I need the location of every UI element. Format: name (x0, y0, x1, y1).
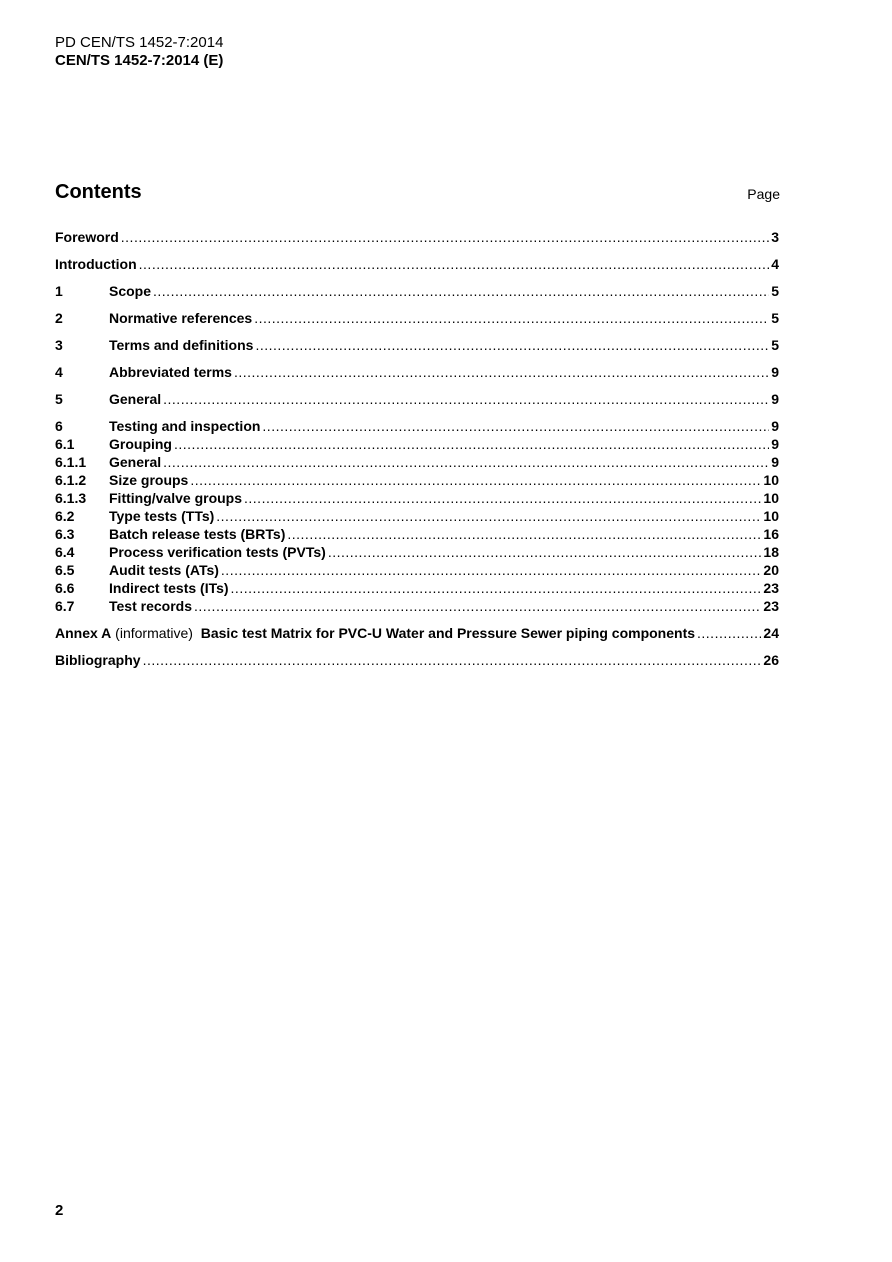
toc-page-number: 3 (771, 229, 779, 245)
footer-page-number: 2 (55, 1202, 64, 1219)
toc-leader (254, 309, 769, 327)
annex-prefix: Annex A (55, 625, 112, 641)
toc-entry-label: General (109, 391, 162, 407)
toc-page-number: 26 (763, 652, 779, 668)
toc-leader (143, 651, 762, 669)
toc-entry-fitting-valve-groups[interactable] (55, 489, 779, 507)
toc-entry-abbreviated-terms[interactable] (55, 363, 779, 381)
toc-entry-label: General (109, 454, 162, 470)
toc-section-number: 2 (55, 310, 63, 326)
toc-page-number: 9 (771, 391, 779, 407)
toc-page-number: 5 (771, 310, 779, 326)
annex-title: Basic test Matrix for PVC-U Water and Pressure Sewer piping components (200, 625, 696, 641)
toc-entry-label: Test records (109, 598, 192, 614)
toc-page-number: 5 (771, 337, 779, 353)
toc-leader (121, 228, 769, 246)
toc-entry-label: Testing and inspection (109, 418, 261, 434)
toc-section-number: 6.1 (55, 436, 75, 452)
toc-entry-size-groups[interactable] (55, 471, 779, 489)
toc-page-number: 10 (763, 472, 779, 488)
toc-page-number: 9 (771, 364, 779, 380)
toc-entry-annex-a[interactable] (55, 624, 779, 642)
toc-page-number: 24 (763, 625, 779, 641)
toc-entry-label: Terms and definitions (109, 337, 254, 353)
toc-leader (190, 471, 761, 489)
toc-page-number: 23 (763, 580, 779, 596)
toc-entry-test-records[interactable] (55, 597, 779, 615)
toc-page-number: 18 (763, 544, 779, 560)
toc-leader (139, 255, 770, 273)
toc-entry-introduction[interactable] (55, 255, 779, 273)
toc-section-number: 6.5 (55, 562, 75, 578)
toc-entry-label: Normative references (109, 310, 253, 326)
toc-page-number: 9 (771, 454, 779, 470)
toc-section-number: 6.1.1 (55, 454, 87, 470)
page-title: Contents (55, 181, 142, 203)
toc-entry-label: Batch release tests (BRTs) (109, 526, 286, 542)
toc-leader (287, 525, 761, 543)
toc-section-number: 6.1.2 (55, 472, 87, 488)
toc-page-number: 4 (771, 256, 779, 272)
toc-entry-label: Type tests (TTs) (109, 508, 215, 524)
toc-entry-normative-references[interactable] (55, 309, 779, 327)
toc-entry-label: Introduction (55, 256, 137, 272)
toc-leader (262, 417, 769, 435)
toc-section-number: 1 (55, 283, 63, 299)
toc-page-number: 20 (763, 562, 779, 578)
toc-entry-grouping[interactable] (55, 435, 779, 453)
toc-leader (255, 336, 769, 354)
toc-leader (174, 435, 769, 453)
toc-page-number: 9 (771, 418, 779, 434)
toc-entry-label: Bibliography (55, 652, 141, 668)
toc-section-number: 3 (55, 337, 63, 353)
toc-entry-scope[interactable] (55, 282, 779, 300)
toc-entry-label: Grouping (109, 436, 172, 452)
header-document-id: PD CEN/TS 1452-7:2014 (55, 34, 224, 51)
toc-section-number: 6.2 (55, 508, 75, 524)
toc-entry-label: Size groups (109, 472, 189, 488)
toc-entry-label: Foreword (55, 229, 119, 245)
toc-section-number: 6.4 (55, 544, 75, 560)
page-column-label: Page (747, 186, 780, 202)
toc-page-number: 9 (771, 436, 779, 452)
toc-entry-indirect-tests[interactable] (55, 579, 779, 597)
toc-page-number: 10 (763, 490, 779, 506)
toc-leader (697, 624, 761, 642)
toc-section-number: 5 (55, 391, 63, 407)
toc-entry-testing-and-inspection[interactable] (55, 417, 779, 435)
toc-page-number: 23 (763, 598, 779, 614)
toc-entry-foreword[interactable] (55, 228, 779, 246)
toc-leader (244, 489, 761, 507)
toc-leader (163, 390, 769, 408)
toc-page-number: 5 (771, 283, 779, 299)
toc-entry-process-verification-tests[interactable] (55, 543, 779, 561)
toc-leader (194, 597, 761, 615)
toc-section-number: 6.7 (55, 598, 75, 614)
toc-leader (153, 282, 769, 300)
toc-entry-bibliography[interactable] (55, 651, 779, 669)
toc-entry-label: Indirect tests (ITs) (109, 580, 229, 596)
toc-entry-label: Fitting/valve groups (109, 490, 243, 506)
toc-section-number: 4 (55, 364, 63, 380)
toc-entry-label: Abbreviated terms (109, 364, 232, 380)
toc-leader (231, 579, 762, 597)
toc-entry-audit-tests[interactable] (55, 561, 779, 579)
toc-entry-grouping-general[interactable] (55, 453, 779, 471)
toc-entry-terms-and-definitions[interactable] (55, 336, 779, 354)
toc-leader (328, 543, 762, 561)
toc-section-number: 6.1.3 (55, 490, 87, 506)
toc-page-number: 16 (763, 526, 779, 542)
toc-section-number: 6.6 (55, 580, 75, 596)
toc-leader (216, 507, 761, 525)
toc-annex-label (55, 624, 695, 642)
header-standard-id: CEN/TS 1452-7:2014 (E) (55, 52, 224, 69)
toc-entry-label: Audit tests (ATs) (109, 562, 219, 578)
toc-section-number: 6 (55, 418, 63, 434)
toc-leader (234, 363, 769, 381)
toc-entry-label: Scope (109, 283, 152, 299)
toc-leader (221, 561, 762, 579)
toc-entry-batch-release-tests[interactable] (55, 525, 779, 543)
toc-page-number: 10 (763, 508, 779, 524)
toc-leader (163, 453, 769, 471)
annex-note: (informative) (111, 625, 201, 641)
toc-entry-general[interactable] (55, 390, 779, 408)
toc-entry-label: Process verification tests (PVTs) (109, 544, 326, 560)
toc-section-number: 6.3 (55, 526, 75, 542)
toc-entry-type-tests[interactable] (55, 507, 779, 525)
